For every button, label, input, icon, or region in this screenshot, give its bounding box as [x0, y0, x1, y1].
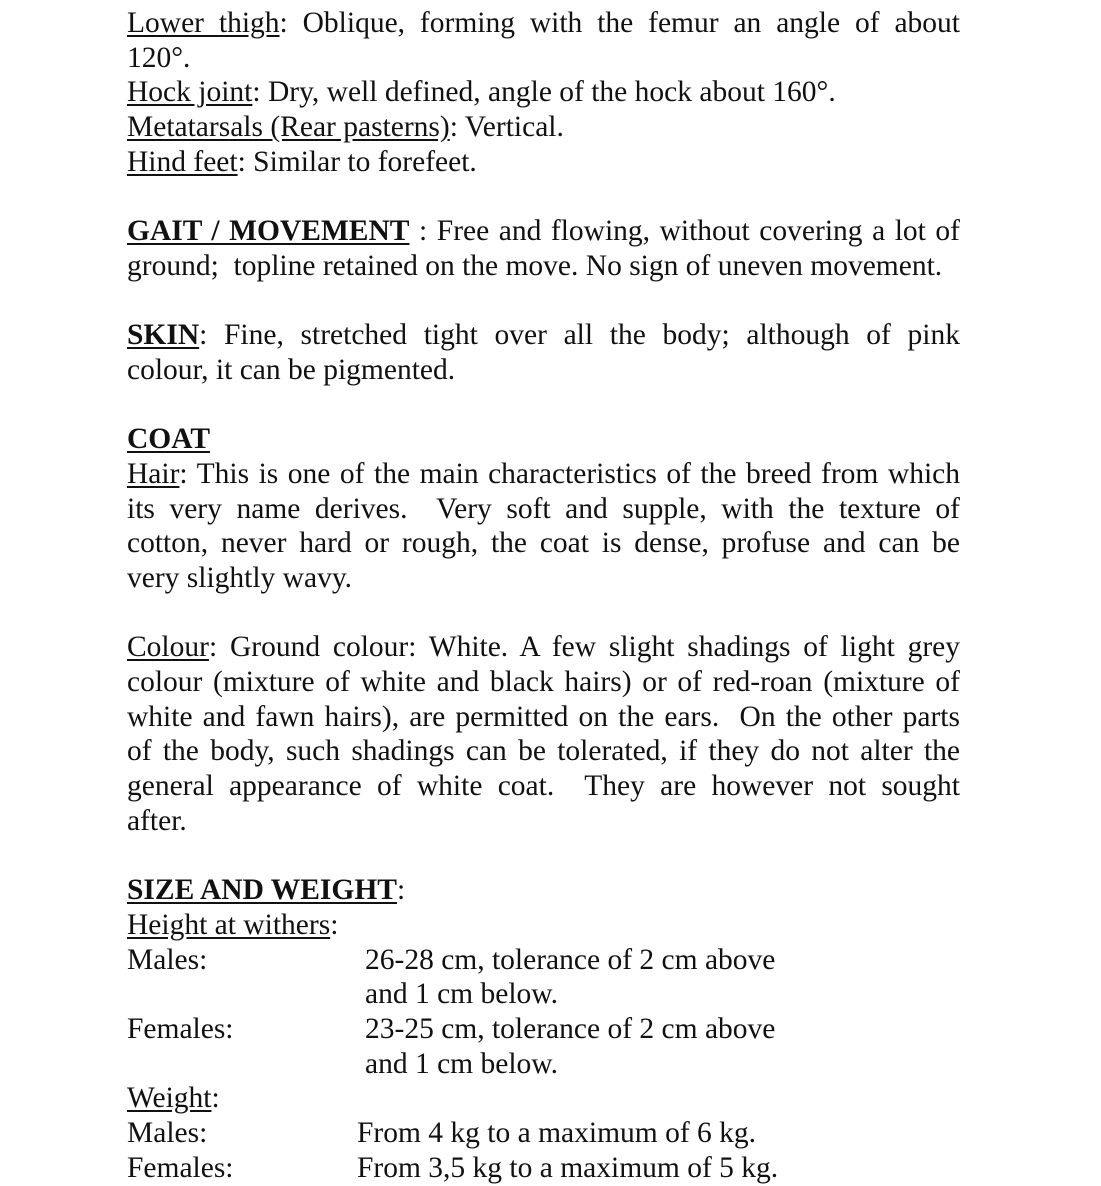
- text-segment: white and fawn hairs), are permitted on the ears. On the other parts: [127, 700, 960, 733]
- text-segment: : Dry, well defined, angle of the hock about 160°.: [252, 76, 836, 109]
- para-lower-thigh: [127, 6, 960, 75]
- term-metatarsals: Metatarsals (Rear pasterns): [127, 111, 450, 144]
- term-skin: SKIN: [127, 319, 200, 352]
- para-metatarsals: [127, 110, 960, 145]
- term-height-at-withers-heading: Height at withers: [127, 908, 331, 941]
- row-height-females: [127, 1012, 960, 1081]
- term-gait-movement: GAIT / MOVEMENT: [127, 215, 410, 248]
- text-line: [127, 110, 960, 145]
- para-skin: [127, 318, 960, 387]
- para-gait-movement: [127, 214, 960, 283]
- text-segment: Males:: [127, 1117, 208, 1149]
- text-segment: :: [330, 908, 339, 941]
- text-line: and 1 cm below.: [365, 978, 559, 1011]
- term-weight-heading: Weight: [127, 1082, 212, 1115]
- text-segment: of the body, such shadings can be tolerated, if they do not alter the: [127, 735, 960, 768]
- para-hind-feet: [127, 145, 960, 180]
- term-colour: Colour: [127, 631, 209, 664]
- para-hock-joint: [127, 75, 960, 110]
- text-segment: : Vertical.: [449, 111, 564, 144]
- para-height-at-withers-heading: [127, 908, 960, 943]
- row-weight-females: [127, 1151, 960, 1186]
- text-segment: Males:: [127, 943, 208, 976]
- text-segment: colour (mixture of white and black hairs) or of red-roan (mixture of: [127, 666, 960, 699]
- text-line: From 3,5 kg to a maximum of 5 kg.: [357, 1151, 779, 1184]
- term-hind-feet: Hind feet: [127, 145, 238, 178]
- para-colour: [127, 630, 960, 838]
- text-line: [127, 1081, 960, 1116]
- text-line: [127, 700, 960, 735]
- paragraph-spacer: [127, 388, 960, 423]
- text-line: [127, 526, 960, 561]
- term-hock-joint: Hock joint: [127, 76, 253, 109]
- row-values-weight-females: [357, 1151, 960, 1186]
- term-lower-thigh: Lower thigh: [127, 7, 280, 39]
- para-weight-heading: [127, 1081, 960, 1116]
- paragraph-spacer: [127, 284, 960, 319]
- text-segment: Females:: [127, 1151, 234, 1184]
- text-line: [127, 769, 960, 804]
- text-line: [127, 422, 960, 457]
- row-values-weight-males: [357, 1116, 960, 1151]
- text-line: [127, 908, 960, 943]
- text-line: 23-25 cm, tolerance of 2 cm above: [365, 1012, 776, 1045]
- text-segment: 120°.: [127, 41, 191, 74]
- row-values-height-males: [365, 943, 960, 1012]
- text-line: [127, 457, 960, 492]
- row-values-height-females: [365, 1012, 960, 1081]
- text-line: [127, 318, 960, 353]
- paragraph-spacer: [127, 839, 960, 874]
- text-segment: its very name derives. Very soft and supple, with the texture of: [127, 492, 960, 525]
- text-segment: :: [396, 874, 406, 907]
- document-content: [127, 6, 960, 1185]
- row-weight-males: [127, 1116, 960, 1151]
- text-segment: : Ground colour: White. A few slight shadings of light grey: [208, 631, 960, 664]
- row-height-males: [127, 943, 960, 1012]
- text-segment: : Oblique, forming with the femur an angle of about: [279, 7, 960, 39]
- text-segment: : Free and flowing, without covering a lot of: [409, 215, 960, 248]
- text-line: [127, 6, 960, 41]
- text-segment: Females:: [127, 1012, 234, 1045]
- text-line: [127, 873, 960, 908]
- paragraph-spacer: [127, 596, 960, 631]
- term-coat-heading: COAT: [127, 423, 211, 456]
- text-segment: : Fine, stretched tight over all the body; although of pink: [199, 319, 960, 352]
- text-segment: : This is one of the main characteristics of the breed from which: [179, 457, 960, 490]
- text-line: [127, 492, 960, 527]
- row-label-height-males: [127, 943, 365, 978]
- text-line: 26-28 cm, tolerance of 2 cm above: [365, 943, 776, 976]
- row-label-weight-females: [127, 1151, 357, 1186]
- text-segment: after.: [127, 804, 187, 837]
- text-segment: ground; topline retained on the move. No sign of uneven movement.: [127, 249, 943, 282]
- term-size-and-weight-heading: SIZE AND WEIGHT: [127, 874, 397, 907]
- text-segment: very slightly wavy.: [127, 562, 353, 594]
- text-segment: colour, it can be pigmented.: [127, 353, 456, 386]
- text-line: [127, 561, 960, 596]
- paragraph-spacer: [127, 179, 960, 214]
- text-line: [127, 249, 960, 284]
- para-size-and-weight-heading: [127, 873, 960, 908]
- text-line: [127, 665, 960, 700]
- text-line: [127, 630, 960, 665]
- text-line: [127, 75, 960, 110]
- row-label-height-females: [127, 1012, 365, 1047]
- text-line: [127, 804, 960, 839]
- text-segment: general appearance of white coat. They are however not sought: [127, 770, 960, 803]
- text-segment: cotton, never hard or rough, the coat is dense, profuse and can be: [127, 527, 960, 560]
- text-line: [127, 734, 960, 769]
- text-line: and 1 cm below.: [365, 1047, 559, 1080]
- term-hair: Hair: [127, 457, 180, 490]
- text-line: [127, 214, 960, 249]
- text-line: [127, 353, 960, 388]
- text-line: [127, 145, 960, 180]
- row-label-weight-males: [127, 1116, 357, 1151]
- text-line: From 4 kg to a maximum of 6 kg.: [357, 1117, 757, 1149]
- text-segment: :: [211, 1082, 220, 1115]
- para-coat-heading: [127, 422, 960, 457]
- para-hair: [127, 457, 960, 596]
- text-segment: : Similar to forefeet.: [237, 145, 477, 178]
- text-line: [127, 41, 960, 76]
